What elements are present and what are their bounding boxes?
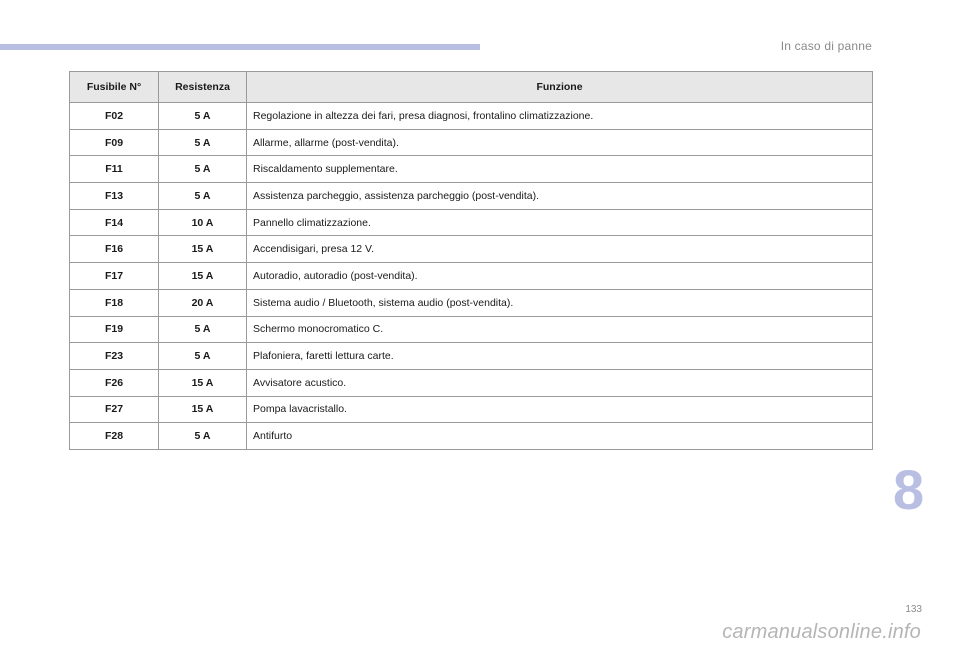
column-header-fuse: Fusibile N°	[70, 72, 159, 103]
fuse-number-cell: F09	[70, 129, 159, 156]
function-cell: Accendisigari, presa 12 V.	[247, 236, 873, 263]
fuse-number-cell: F14	[70, 209, 159, 236]
resistance-cell: 5 A	[159, 183, 247, 210]
function-cell: Allarme, allarme (post-vendita).	[247, 129, 873, 156]
table-row	[70, 289, 873, 316]
resistance-cell: 5 A	[159, 129, 247, 156]
chapter-number: 8	[893, 458, 925, 521]
fuse-table	[69, 71, 873, 450]
function-cell: Plafoniera, faretti lettura carte.	[247, 343, 873, 370]
table-row	[70, 263, 873, 290]
resistance-cell: 15 A	[159, 236, 247, 263]
table-row	[70, 316, 873, 343]
function-cell: Riscaldamento supplementare.	[247, 156, 873, 183]
function-cell: Regolazione in altezza dei fari, presa diagnosi, frontalino climatizzazione.	[247, 103, 873, 130]
resistance-cell: 15 A	[159, 263, 247, 290]
fuse-number-cell: F13	[70, 183, 159, 210]
fuse-number-cell: F26	[70, 369, 159, 396]
header-accent-bar	[0, 44, 480, 50]
fuse-number-cell: F16	[70, 236, 159, 263]
function-cell: Sistema audio / Bluetooth, sistema audio (post-vendita).	[247, 289, 873, 316]
resistance-cell: 5 A	[159, 156, 247, 183]
fuse-number-cell: F23	[70, 343, 159, 370]
table-row	[70, 103, 873, 130]
resistance-cell: 15 A	[159, 396, 247, 423]
function-cell: Autoradio, autoradio (post-vendita).	[247, 263, 873, 290]
function-cell: Antifurto	[247, 423, 873, 450]
resistance-cell: 10 A	[159, 209, 247, 236]
column-header-resistance: Resistenza	[159, 72, 247, 103]
resistance-cell: 5 A	[159, 343, 247, 370]
fuse-number-cell: F18	[70, 289, 159, 316]
section-title: In caso di panne	[780, 39, 872, 53]
table-header-row	[70, 72, 873, 103]
fuse-number-cell: F11	[70, 156, 159, 183]
resistance-cell: 20 A	[159, 289, 247, 316]
table-body	[70, 103, 873, 450]
page-number: 133	[905, 604, 922, 615]
fuse-number-cell: F02	[70, 103, 159, 130]
watermark: carmanualsonline.info	[722, 621, 921, 643]
resistance-cell: 5 A	[159, 423, 247, 450]
table-row	[70, 183, 873, 210]
fuse-number-cell: F17	[70, 263, 159, 290]
table-row	[70, 129, 873, 156]
table-row	[70, 423, 873, 450]
table-row	[70, 396, 873, 423]
function-cell: Avvisatore acustico.	[247, 369, 873, 396]
table-row	[70, 369, 873, 396]
table-row	[70, 343, 873, 370]
column-header-function: Funzione	[247, 72, 873, 103]
table-row	[70, 156, 873, 183]
table-row	[70, 209, 873, 236]
table-row	[70, 236, 873, 263]
fuse-number-cell: F27	[70, 396, 159, 423]
fuse-number-cell: F19	[70, 316, 159, 343]
function-cell: Schermo monocromatico C.	[247, 316, 873, 343]
fuse-number-cell: F28	[70, 423, 159, 450]
function-cell: Assistenza parcheggio, assistenza parcheggio (post-vendita).	[247, 183, 873, 210]
function-cell: Pannello climatizzazione.	[247, 209, 873, 236]
resistance-cell: 5 A	[159, 103, 247, 130]
function-cell: Pompa lavacristallo.	[247, 396, 873, 423]
resistance-cell: 15 A	[159, 369, 247, 396]
resistance-cell: 5 A	[159, 316, 247, 343]
